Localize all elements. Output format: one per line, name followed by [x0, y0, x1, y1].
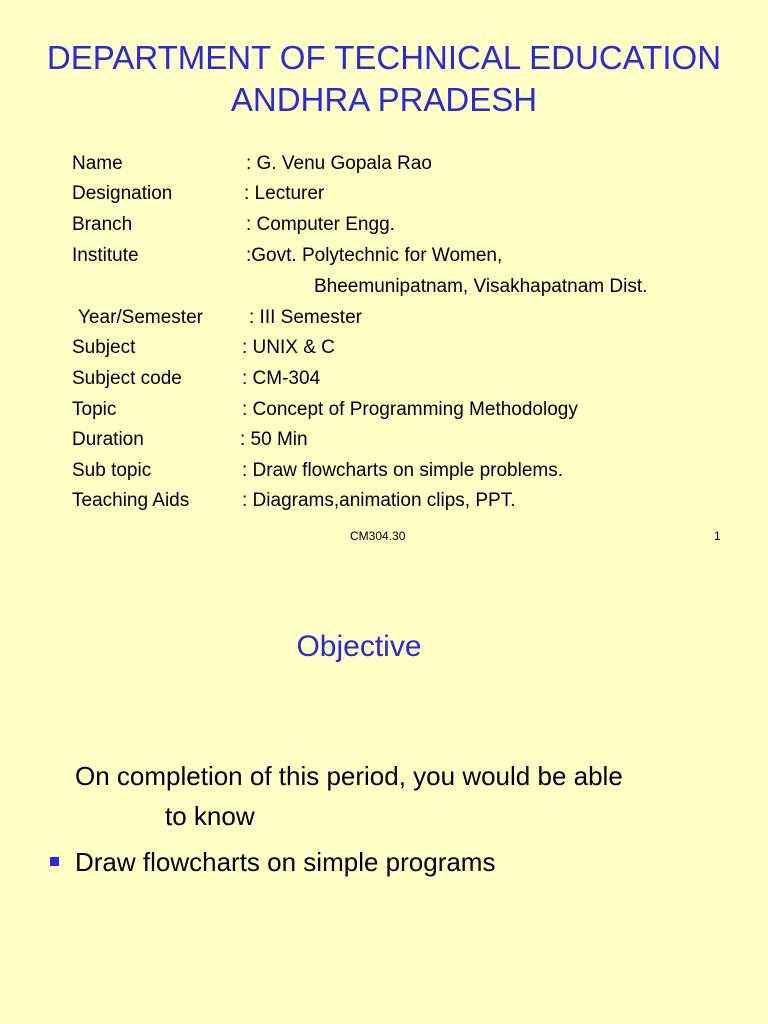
info-value: : Computer Engg. [246, 214, 395, 235]
info-value: : G. Venu Gopala Rao [246, 153, 432, 174]
slide-title-line-2: ANDHRA PRADESH [230, 81, 538, 118]
info-label: Year/Semester [78, 307, 203, 328]
info-value: : UNIX & C [242, 337, 335, 358]
slide-title-line-1: DEPARTMENT OF TECHNICAL EDUCATION [46, 39, 722, 76]
objective-intro-line-2: to know [165, 801, 255, 831]
info-label: Duration [72, 429, 144, 450]
objective-heading: Objective [296, 630, 422, 663]
slide-footer-code: CM304.30 [350, 529, 406, 543]
info-label: Institute [72, 245, 139, 266]
info-value: Bheemunipatnam, Visakhapatnam Dist. [314, 276, 648, 297]
info-value: : Concept of Programming Methodology [242, 399, 578, 420]
info-label: Topic [72, 399, 117, 420]
info-value: : 50 Min [240, 429, 308, 450]
info-label: Subject code [72, 368, 182, 389]
square-bullet-icon [50, 857, 59, 866]
objective-intro-line-1: On completion of this period, you would be able [75, 761, 623, 791]
info-label: Name [72, 153, 123, 174]
info-label: Teaching Aids [72, 490, 190, 511]
info-value: : III Semester [249, 307, 362, 328]
objective-bullet-item: Draw flowcharts on simple programs [75, 847, 496, 877]
info-label: Designation [72, 183, 173, 204]
info-label: Sub topic [72, 460, 152, 481]
slide-2 [0, 570, 768, 1024]
info-value: :Govt. Polytechnic for Women, [246, 245, 503, 266]
info-value: : Diagrams,animation clips, PPT. [242, 490, 516, 511]
info-label: Subject [72, 337, 136, 358]
info-label: Branch [72, 214, 133, 235]
info-value: : Lecturer [244, 183, 325, 204]
info-value: : CM-304 [242, 368, 321, 389]
slide-page-number: 1 [714, 529, 721, 543]
info-value: : Draw flowcharts on simple problems. [242, 460, 563, 481]
